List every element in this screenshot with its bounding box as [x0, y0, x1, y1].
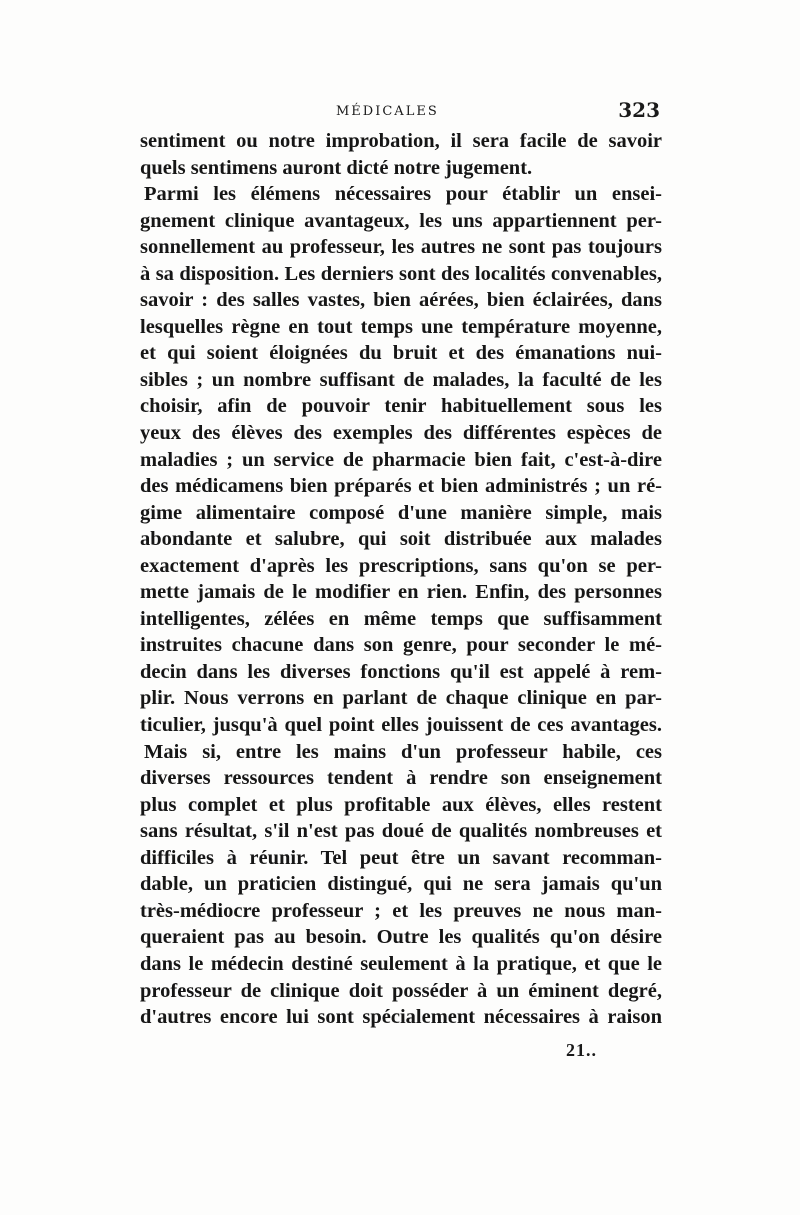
text-line: decin dans les diverses fonctions qu'il est appelé à rem- [140, 660, 662, 683]
text-line: des médicamens bien préparés et bien administrés ; un ré- [140, 475, 662, 498]
text-line: plir. Nous verrons en parlant de chaque clinique en par- [140, 687, 662, 710]
text-line: dans le médecin destiné seulement à la pratique, et que le [140, 952, 662, 975]
text-line: queraient pas au besoin. Outre les qualités qu'on désire [140, 926, 662, 949]
text-line: mette jamais de le modifier en rien. Enfin, des personnes [140, 581, 662, 604]
text-line: plus complet et plus profitable aux élèves, elles restent [140, 793, 662, 816]
text-line: et qui soient éloignées du bruit et des émanations nui- [140, 342, 662, 365]
signature-mark: 21.. [566, 1040, 597, 1060]
text-line: ticulier, jusqu'à quel point elles jouissent de ces avantages. [140, 714, 662, 737]
text-line: quels sentimens auront dicté notre jugement. [140, 156, 533, 179]
text-line: difficiles à réunir. Tel peut être un savant recomman- [140, 846, 662, 869]
text-line: d'autres encore lui sont spécialement nécessaires à raison [140, 1006, 662, 1029]
text-line: savoir : des salles vastes, bien aérées, bien éclairées, dans [140, 289, 662, 312]
text-line: Mais si, entre les mains d'un professeur habile, ces [144, 740, 662, 763]
text-line: sans résultat, s'il n'est pas doué de qualités nombreuses et [140, 820, 662, 843]
page-header [140, 98, 660, 128]
text-line: intelligentes, zélées en même temps que suffisamment [140, 607, 662, 630]
text-line: diverses ressources tendent à rendre son enseignement [140, 767, 662, 790]
text-line: exactement d'après les prescriptions, sans qu'on se per- [140, 554, 662, 577]
text-line: gnement clinique avantageux, les uns appartiennent per- [140, 209, 662, 232]
text-line: professeur de clinique doit posséder à un éminent degré, [140, 979, 662, 1002]
text-line: lesquelles règne en tout temps une température moyenne, [140, 315, 662, 338]
text-line: yeux des élèves des exemples des différentes espèces de [140, 422, 662, 445]
page-number: 323 [618, 98, 660, 122]
text-line: très-médiocre professeur ; et les preuves ne nous man- [140, 899, 662, 922]
text-line: sibles ; un nombre suffisant de malades, la faculté de les [140, 368, 662, 391]
body-text [140, 128, 662, 1031]
text-line: gime alimentaire composé d'une manière simple, mais [140, 501, 662, 524]
text-line: sonnellement au professeur, les autres ne sont pas toujours [140, 236, 662, 259]
text-line: choisir, afin de pouvoir tenir habituellement sous les [140, 395, 662, 418]
text-line: instruites chacune dans son genre, pour seconder le mé- [140, 634, 662, 657]
running-head: MÉDICALES [336, 104, 439, 119]
text-line: abondante et salubre, qui soit distribuée aux malades [140, 528, 662, 551]
text-line: Parmi les élémens nécessaires pour établir un ensei- [144, 183, 662, 206]
text-line: dable, un praticien distingué, qui ne sera jamais qu'un [140, 873, 662, 896]
text-line: sentiment ou notre improbation, il sera facile de savoir [140, 130, 662, 152]
text-line: maladies ; un service de pharmacie bien fait, c'est-à-dire [140, 448, 662, 471]
text-line: à sa disposition. Les derniers sont des localités convenables, [140, 262, 662, 285]
